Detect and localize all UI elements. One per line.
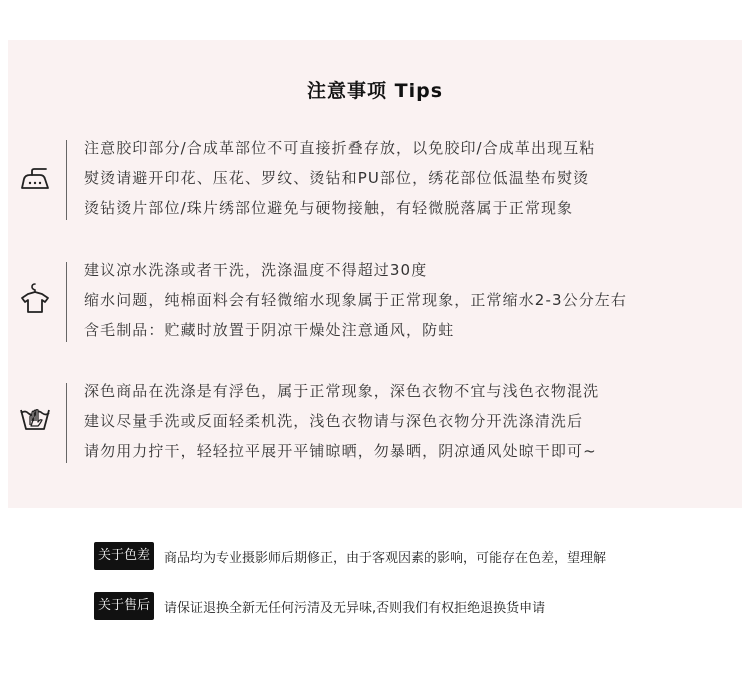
hand-wash-icon xyxy=(18,400,52,434)
after-sales-note xyxy=(94,592,545,620)
section-divider xyxy=(66,262,67,342)
section-lines xyxy=(84,376,730,466)
tip-line: 建议凉水洗涤或者干洗，洗涤温度不得超过30度 xyxy=(84,261,428,279)
tip-line: 建议尽量手洗或反面轻柔机洗，浅色衣物请与深色衣物分开洗涤清洗后 xyxy=(84,412,584,430)
tip-line: 烫钻烫片部位/珠片绣部位避免与硬物接触，有轻微脱落属于正常现象 xyxy=(84,199,574,217)
tip-line: 注意胶印部分/合成革部位不可直接折叠存放，以免胶印/合成革出现互粘 xyxy=(84,139,596,157)
tip-line: 含毛制品：贮藏时放置于阴凉干燥处注意通风，防蛀 xyxy=(84,321,455,339)
section-lines xyxy=(84,255,730,345)
section-divider xyxy=(66,383,67,463)
hang-dry-shirt-icon xyxy=(18,281,52,315)
tips-title: 注意事项 Tips xyxy=(307,80,443,102)
tip-line: 深色商品在洗涤是有浮色，属于正常现象，深色衣物不宜与浅色衣物混洗 xyxy=(84,382,600,400)
note-text: 请保证退换全新无任何污清及无异味,否则我们有权拒绝退换货申请 xyxy=(164,600,546,616)
note-tag: 关于色差 xyxy=(94,542,154,570)
tip-line: 缩水问题，纯棉面料会有轻微缩水现象属于正常现象，正常缩水2-3公分左右 xyxy=(84,291,628,309)
section-lines xyxy=(84,133,730,223)
section-divider xyxy=(66,140,67,220)
note-tag: 关于售后 xyxy=(94,592,154,620)
tip-line: 熨烫请避开印花、压花、罗纹、烫钻和PU部位，绣花部位低温垫布熨烫 xyxy=(84,169,590,187)
tip-line: 请勿用力拧干，轻轻拉平展开平铺晾晒，勿暴晒，阴凉通风处晾干即可~ xyxy=(84,442,597,460)
iron-icon xyxy=(18,162,52,196)
note-text: 商品均为专业摄影师后期修正，由于客观因素的影响，可能存在色差，望理解 xyxy=(164,550,607,566)
color-difference-note xyxy=(94,542,606,570)
